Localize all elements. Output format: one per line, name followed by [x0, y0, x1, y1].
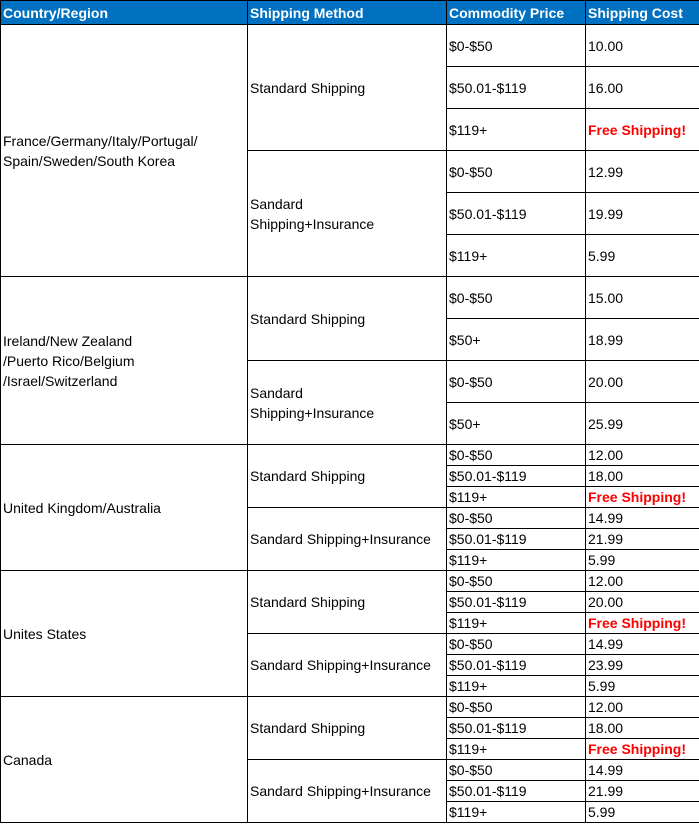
shipping-cost-cell: 21.99	[586, 529, 699, 550]
country-region-cell: Unites States	[1, 571, 248, 697]
shipping-cost-cell: Free Shipping!	[586, 739, 699, 760]
commodity-price-cell: $119+	[447, 487, 586, 508]
commodity-price-cell: $50.01-$119	[447, 529, 586, 550]
shipping-cost-cell: 18.00	[586, 466, 699, 487]
commodity-price-cell: $119+	[447, 676, 586, 697]
shipping-cost-cell: 18.99	[586, 319, 699, 361]
shipping-cost-cell: 14.99	[586, 760, 699, 781]
shipping-cost-cell: 25.99	[586, 403, 699, 445]
commodity-price-cell: $0-$50	[447, 760, 586, 781]
shipping-cost-cell: 20.00	[586, 592, 699, 613]
commodity-price-cell: $50+	[447, 319, 586, 361]
shipping-cost-cell: 12.00	[586, 445, 699, 466]
commodity-price-cell: $50.01-$119	[447, 781, 586, 802]
commodity-price-cell: $0-$50	[447, 634, 586, 655]
commodity-price-cell: $0-$50	[447, 697, 586, 718]
commodity-price-cell: $0-$50	[447, 445, 586, 466]
shipping-cost-cell: 16.00	[586, 67, 699, 109]
table-row	[1, 277, 699, 319]
shipping-cost-cell: 12.00	[586, 571, 699, 592]
commodity-price-cell: $50.01-$119	[447, 67, 586, 109]
table-body	[1, 25, 699, 823]
table-row	[1, 25, 699, 67]
shipping-cost-cell: 19.99	[586, 193, 699, 235]
header-shipping-method: Shipping Method	[248, 1, 447, 25]
country-region-cell: Ireland/New Zealand /Puerto Rico/Belgium /Israel/Switzerland	[1, 277, 248, 445]
shipping-method-cell: Sandard Shipping+Insurance	[248, 634, 447, 697]
shipping-cost-cell: 10.00	[586, 25, 699, 67]
shipping-cost-cell: 23.99	[586, 655, 699, 676]
commodity-price-cell: $119+	[447, 550, 586, 571]
shipping-cost-cell: 12.99	[586, 151, 699, 193]
shipping-cost-cell: 5.99	[586, 676, 699, 697]
shipping-cost-cell: Free Shipping!	[586, 487, 699, 508]
shipping-method-cell: Standard Shipping	[248, 445, 447, 508]
commodity-price-cell: $119+	[447, 739, 586, 760]
shipping-cost-cell: 14.99	[586, 634, 699, 655]
country-region-cell: Canada	[1, 697, 248, 823]
shipping-method-cell: Standard Shipping	[248, 25, 447, 151]
table-row	[1, 571, 699, 592]
commodity-price-cell: $50.01-$119	[447, 466, 586, 487]
commodity-price-cell: $50+	[447, 403, 586, 445]
shipping-cost-cell: Free Shipping!	[586, 109, 699, 151]
table-row	[1, 697, 699, 718]
shipping-cost-cell: 5.99	[586, 550, 699, 571]
commodity-price-cell: $0-$50	[447, 151, 586, 193]
shipping-method-cell: Standard Shipping	[248, 697, 447, 760]
shipping-method-cell: Sandard Shipping+Insurance	[248, 361, 447, 445]
shipping-cost-cell: 15.00	[586, 277, 699, 319]
shipping-method-cell: Sandard Shipping+Insurance	[248, 508, 447, 571]
shipping-method-cell: Sandard Shipping+Insurance	[248, 760, 447, 823]
header-commodity-price: Commodity Price	[447, 1, 586, 25]
commodity-price-cell: $50.01-$119	[447, 193, 586, 235]
shipping-cost-cell: 5.99	[586, 802, 699, 823]
header-shipping-cost: Shipping Cost	[586, 1, 699, 25]
commodity-price-cell: $119+	[447, 613, 586, 634]
commodity-price-cell: $50.01-$119	[447, 655, 586, 676]
shipping-cost-cell: 20.00	[586, 361, 699, 403]
commodity-price-cell: $50.01-$119	[447, 718, 586, 739]
shipping-cost-cell: 21.99	[586, 781, 699, 802]
commodity-price-cell: $0-$50	[447, 25, 586, 67]
commodity-price-cell: $119+	[447, 235, 586, 277]
header-row	[1, 1, 699, 25]
commodity-price-cell: $119+	[447, 802, 586, 823]
header-country-region: Country/Region	[1, 1, 248, 25]
commodity-price-cell: $119+	[447, 109, 586, 151]
commodity-price-cell: $0-$50	[447, 361, 586, 403]
shipping-cost-cell: 5.99	[586, 235, 699, 277]
country-region-cell: France/Germany/Italy/Portugal/ Spain/Sweden/South Korea	[1, 25, 248, 277]
table-row	[1, 445, 699, 466]
shipping-method-cell: Standard Shipping	[248, 571, 447, 634]
commodity-price-cell: $0-$50	[447, 508, 586, 529]
shipping-cost-cell: 18.00	[586, 718, 699, 739]
commodity-price-cell: $50.01-$119	[447, 592, 586, 613]
shipping-cost-cell: 12.00	[586, 697, 699, 718]
shipping-cost-cell: 14.99	[586, 508, 699, 529]
shipping-method-cell: Sandard Shipping+Insurance	[248, 151, 447, 277]
commodity-price-cell: $0-$50	[447, 571, 586, 592]
country-region-cell: United Kingdom/Australia	[1, 445, 248, 571]
shipping-cost-cell: Free Shipping!	[586, 613, 699, 634]
commodity-price-cell: $0-$50	[447, 277, 586, 319]
shipping-method-cell: Standard Shipping	[248, 277, 447, 361]
